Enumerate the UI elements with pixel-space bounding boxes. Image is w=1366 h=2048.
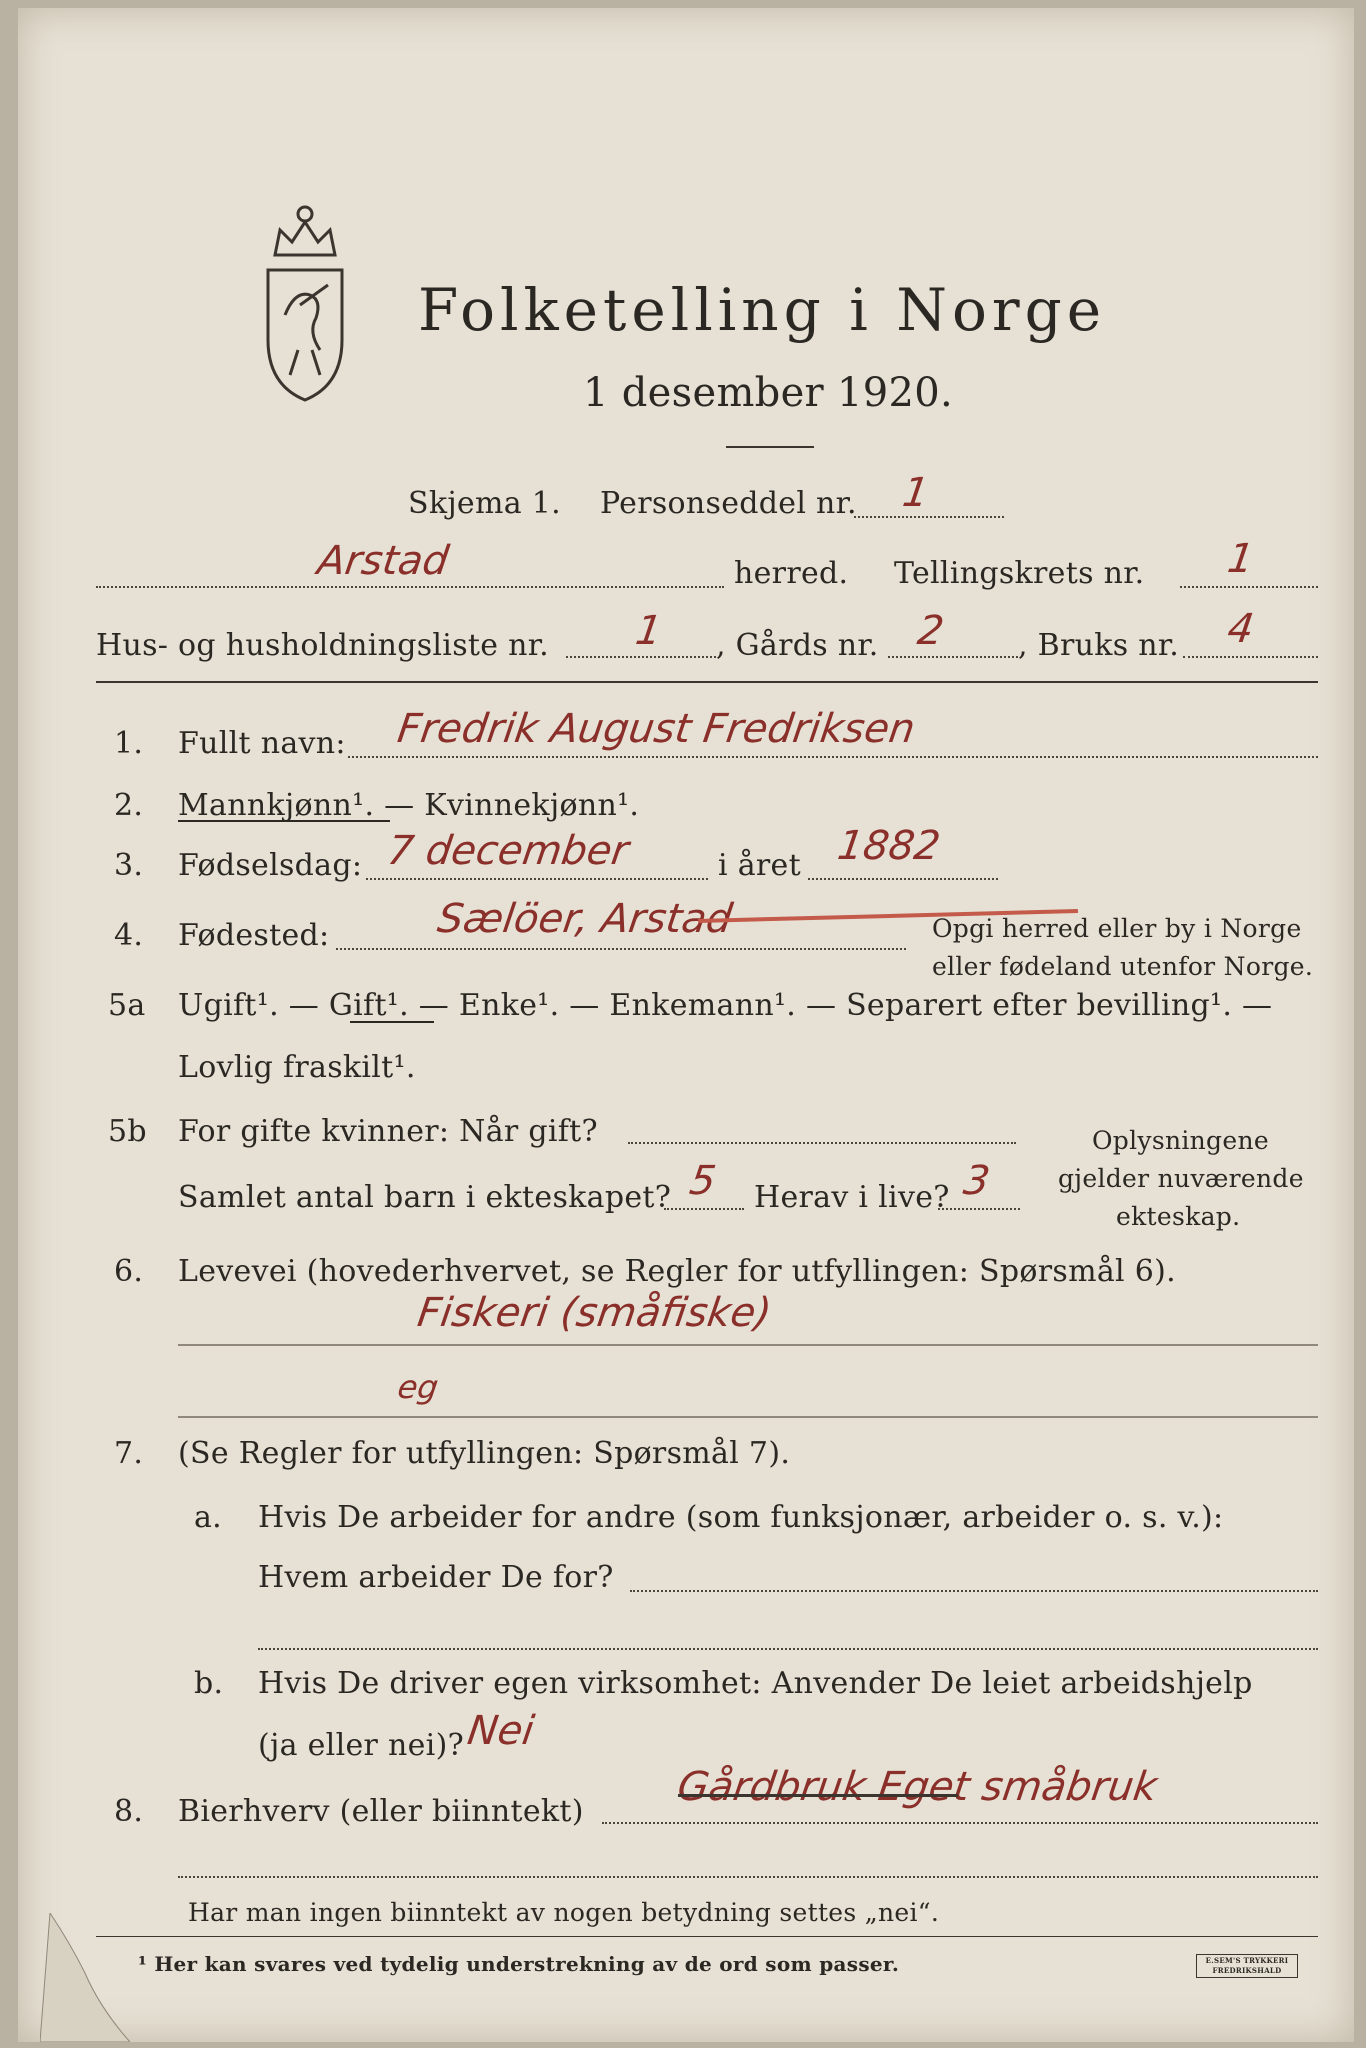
hus-field[interactable] — [566, 656, 716, 658]
employer-field[interactable] — [630, 1590, 1318, 1592]
q4-label: Fødested: — [178, 918, 330, 953]
side-occupation-value: Gårdbruk Eget småbruk — [674, 1764, 1160, 1810]
marital-options-line2: Lovlig fraskilt¹. — [178, 1050, 416, 1085]
gards-value: 2 — [914, 608, 947, 654]
birth-year-field[interactable] — [808, 878, 998, 880]
birthplace-value: Sælöer, Arstad — [434, 896, 736, 942]
year-label: i året — [718, 848, 801, 883]
employer-field-2[interactable] — [258, 1648, 1318, 1650]
herred-label: herred. — [734, 556, 849, 591]
q8-label: Bierhverv (eller biinntekt) — [178, 1794, 584, 1829]
hus-value: 1 — [632, 608, 665, 654]
q5b-married-question: For gifte kvinner: Når gift? — [178, 1114, 598, 1149]
gards-field[interactable] — [888, 656, 1018, 658]
birth-year-value: 1882 — [834, 823, 944, 869]
q8-number: 8. — [114, 1794, 144, 1829]
mannkjonn-underline — [178, 820, 390, 822]
children-count-value: 5 — [686, 1158, 719, 1204]
herred-value: Arstad — [314, 538, 452, 584]
q3-number: 3. — [114, 848, 144, 883]
alive-count-field[interactable] — [938, 1208, 1020, 1210]
alive-count-value: 3 — [960, 1158, 993, 1204]
side-occupation-field-2[interactable] — [178, 1876, 1318, 1878]
footnote: ¹ Her kan svares ved tydelig understrekning av de ord som passer. — [138, 1952, 900, 1976]
children-label: Samlet antal barn i ekteskapet? — [178, 1180, 672, 1215]
form-title: Folketelling i Norge — [418, 276, 1107, 344]
title-divider — [726, 446, 814, 448]
birthplace-note-line1: Opgi herred eller by i Norge — [932, 914, 1302, 943]
occupation-value: Fiskeri (småfiske) — [414, 1290, 775, 1336]
skjema-label: Skjema 1. — [408, 486, 561, 521]
printer-stamp — [1196, 1954, 1298, 1978]
q3-label: Fødselsdag: — [178, 848, 363, 883]
bruks-label: , Bruks nr. — [1018, 628, 1180, 663]
birthplace-note-line2: eller fødeland utenfor Norge. — [932, 952, 1314, 981]
tellingskrets-label: Tellingskrets nr. — [894, 556, 1145, 591]
q5b-note-line2: gjelder nuværende — [1058, 1164, 1304, 1193]
children-count-field[interactable] — [664, 1208, 744, 1210]
full-name-field[interactable] — [348, 756, 1318, 758]
q5a-number: 5a — [108, 988, 146, 1023]
footer-rule — [96, 1936, 1318, 1937]
occupation-line[interactable] — [178, 1344, 1318, 1346]
header-rule — [96, 681, 1318, 683]
alive-label: Herav i live? — [754, 1180, 950, 1215]
marital-options: Ugift¹. — Gift¹. — Enke¹. — Enkemann¹. — Separert efter bevilling¹. — — [178, 988, 1273, 1023]
personseddel-field[interactable] — [854, 516, 1004, 518]
folded-corner — [40, 1913, 130, 2042]
bruks-value: 4 — [1224, 606, 1257, 652]
personseddel-value: 1 — [899, 470, 932, 516]
birthday-value: 7 december — [384, 828, 632, 874]
q1-label: Fullt navn: — [178, 726, 346, 761]
footer-note: Har man ingen biinntekt av nogen betydning settes „nei“. — [188, 1898, 940, 1927]
q7a-letter: a. — [194, 1500, 223, 1535]
tellingskrets-field[interactable] — [1180, 586, 1318, 588]
printer-stamp-text: E.SEM'S TRYKKERI FREDRIKSHALD — [1205, 1956, 1289, 1975]
q7b-yes-no-label: (ja eller nei)? — [258, 1728, 464, 1763]
q7-number: 7. — [114, 1436, 144, 1471]
q4-number: 4. — [114, 918, 144, 953]
q7-label: (Se Regler for utfyllingen: Spørsmål 7). — [178, 1436, 791, 1471]
q5b-note-line3: ekteskap. — [1116, 1202, 1241, 1231]
birthplace-field[interactable] — [336, 948, 906, 950]
q5b-number: 5b — [108, 1114, 147, 1149]
gards-label: , Gårds nr. — [716, 628, 879, 663]
side-occupation-field[interactable] — [602, 1822, 1318, 1824]
side-occupation-strike — [678, 1794, 958, 1797]
occupation-extra: eg — [395, 1368, 441, 1406]
hus-label: Hus- og husholdningsliste nr. — [96, 628, 549, 663]
q7a-employer-label: Hvem arbeider De for? — [258, 1560, 614, 1595]
married-when-field[interactable] — [628, 1142, 1016, 1144]
personseddel-label: Personseddel nr. — [600, 486, 857, 521]
q6-label: Levevei (hovederhvervet, se Regler for utfyllingen: Spørsmål 6). — [178, 1254, 1176, 1289]
norwegian-coat-of-arms-icon — [250, 200, 360, 405]
tellingskrets-value: 1 — [1224, 536, 1257, 582]
bruks-field[interactable] — [1183, 656, 1318, 658]
q2-gender-options: Mannkjønn¹. — Kvinnekjønn¹. — [178, 788, 640, 823]
q7b-question: Hvis De driver egen virksomhet: Anvender De leiet arbeidshjelp — [258, 1666, 1253, 1701]
birthday-field[interactable] — [366, 878, 708, 880]
gift-underline — [350, 1021, 434, 1023]
q7a-question: Hvis De arbeider for andre (som funksjonær, arbeider o. s. v.): — [258, 1500, 1224, 1535]
q2-number: 2. — [114, 788, 144, 823]
q5b-note-line1: Oplysningene — [1092, 1126, 1269, 1155]
q6-number: 6. — [114, 1254, 144, 1289]
q7b-answer: Nei — [464, 1708, 537, 1754]
full-name-value: Fredrik August Fredriksen — [394, 706, 918, 752]
q7b-letter: b. — [194, 1666, 224, 1701]
occupation-line-2[interactable] — [178, 1416, 1318, 1418]
census-form-sheet — [18, 8, 1354, 2042]
herred-field[interactable] — [96, 586, 724, 588]
q1-number: 1. — [114, 726, 144, 761]
census-date: 1 desember 1920. — [583, 370, 953, 416]
